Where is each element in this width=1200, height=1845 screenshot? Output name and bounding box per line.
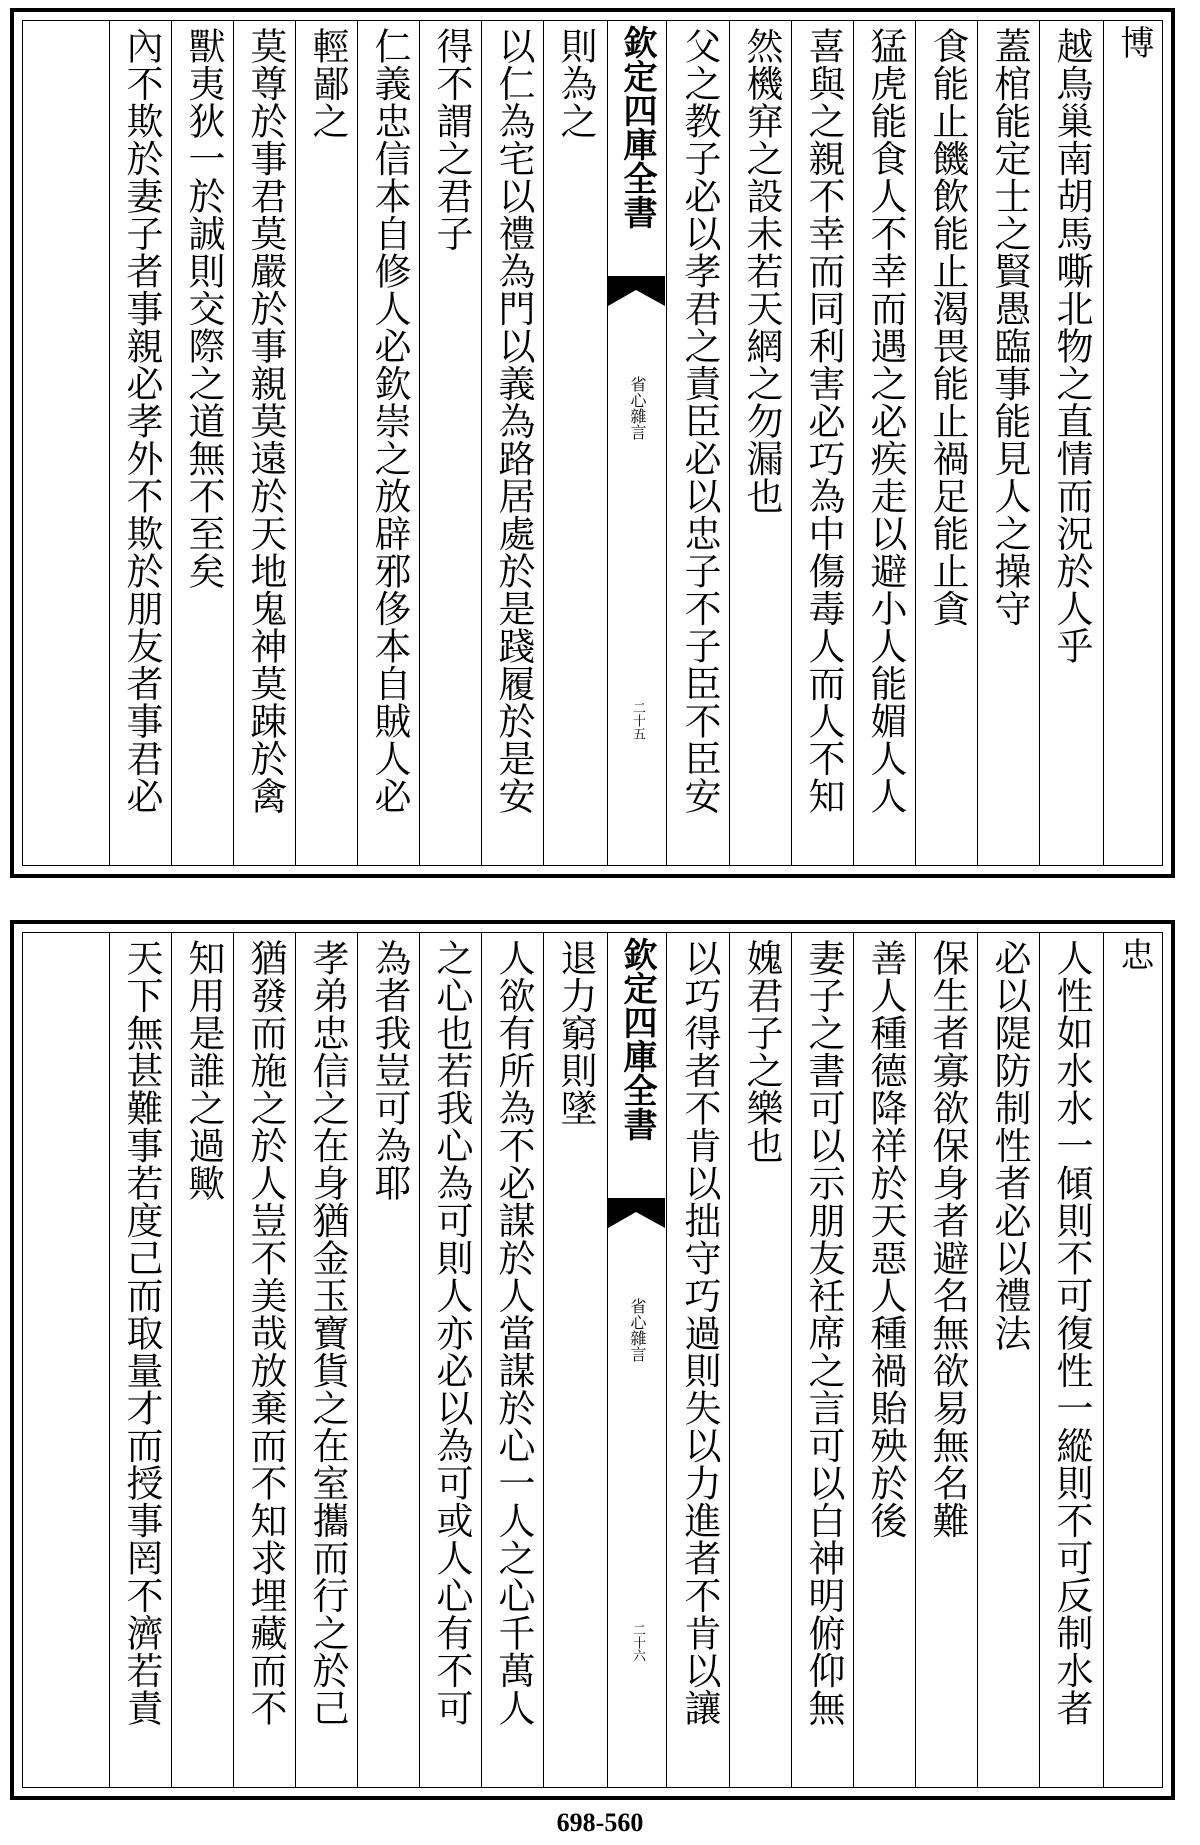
text-column: 退力窮則墜 [554, 939, 597, 1127]
text-column: 蓋棺能定士之賢愚臨事能見人之操守 [988, 27, 1031, 627]
gutter-title: 欽定四庫全書 [608, 25, 666, 229]
gutter-folio: 二十六 [630, 1623, 645, 1662]
fish-tail-mark-icon [608, 276, 666, 306]
text-column: 為者我豈可為耶 [368, 939, 411, 1202]
text-column: 善人種德降祥於天惡人種禍貽殃於後 [864, 939, 907, 1539]
page-number: 698-560 [556, 1808, 644, 1837]
text-column: 輕鄙之 [306, 27, 349, 140]
gutter-title: 欽定四庫全書 [608, 937, 666, 1141]
top-center-gutter [607, 21, 667, 865]
gutter-subtitle: 省心雜言 [628, 376, 647, 440]
text-column: 內不欺於妻子者事親必孝外不欺於朋友者事君必 [120, 27, 163, 815]
text-column: 莫尊於事君莫嚴於事親莫遠於天地鬼神莫踈於禽 [244, 27, 287, 815]
text-column: 保生者寡欲保身者避名無欲易無名難 [926, 939, 969, 1539]
text-column: 猶發而施之於人豈不美哉放棄而不知求埋藏而不 [244, 939, 287, 1727]
text-column: 然機穽之設未若天網之勿漏也 [740, 27, 783, 515]
text-column: 人欲有所為不必謀於人當謀於心一人之心千萬人 [492, 939, 535, 1727]
text-column: 得不謂之君子 [430, 27, 473, 252]
bottom-page-frame [10, 920, 1175, 1800]
text-column: 食能止饑飲能止渴畏能止禍足能止貪 [926, 27, 969, 627]
text-column: 喜與之親不幸而同利害必巧為中傷毒人而人不知 [802, 27, 845, 815]
text-column: 天下無甚難事若度己而取量才而授事罔不濟若責 [120, 939, 163, 1727]
text-column: 妻子之書可以示朋友衽席之言可以白神明俯仰無 [802, 939, 845, 1727]
top-page-text-block [22, 20, 1163, 866]
text-column: 以仁為宅以禮為門以義為路居處於是踐履於是安 [492, 27, 535, 815]
text-column: 孝弟忠信之在身猶金玉寶貨之在室攜而行之於己 [306, 939, 349, 1727]
bottom-marginal-label: 忠 [1114, 937, 1154, 971]
gutter-folio: 二十五 [630, 701, 645, 740]
text-column: 獸夷狄一於誠則交際之道無不至矣 [182, 27, 225, 590]
text-column: 仁義忠信本自修人必欽崇之放辟邪侈本自賊人必 [368, 27, 411, 815]
text-column: 之心也若我心為可則人亦必以為可或人心有不可 [430, 939, 473, 1727]
text-column: 必以隄防制性者必以禮法 [988, 939, 1031, 1352]
text-column: 越鳥巢南胡馬嘶北物之直情而況於人乎 [1050, 27, 1093, 665]
text-column: 父之教子必以孝君之責臣必以忠子不子臣不臣安 [678, 27, 721, 815]
text-column: 則為之 [554, 27, 597, 140]
text-column: 人性如水水一傾則不可復性一縱則不可反制水者 [1050, 939, 1093, 1727]
top-marginal-label: 博 [1114, 25, 1154, 59]
text-column: 以巧得者不肯以拙守巧過則失以力進者不肯以讓 [678, 939, 721, 1727]
gutter-subtitle: 省心雜言 [628, 1298, 647, 1362]
text-column: 猛虎能食人不幸而遇之必疾走以避小人能媚人人 [864, 27, 907, 815]
bottom-center-gutter [607, 933, 667, 1787]
fish-tail-mark-icon [608, 1198, 666, 1228]
bottom-page-text-block [22, 932, 1163, 1788]
text-column: 知用是誰之過歟 [182, 939, 225, 1202]
text-column: 媿君子之樂也 [740, 939, 783, 1164]
top-page-frame [10, 8, 1175, 878]
